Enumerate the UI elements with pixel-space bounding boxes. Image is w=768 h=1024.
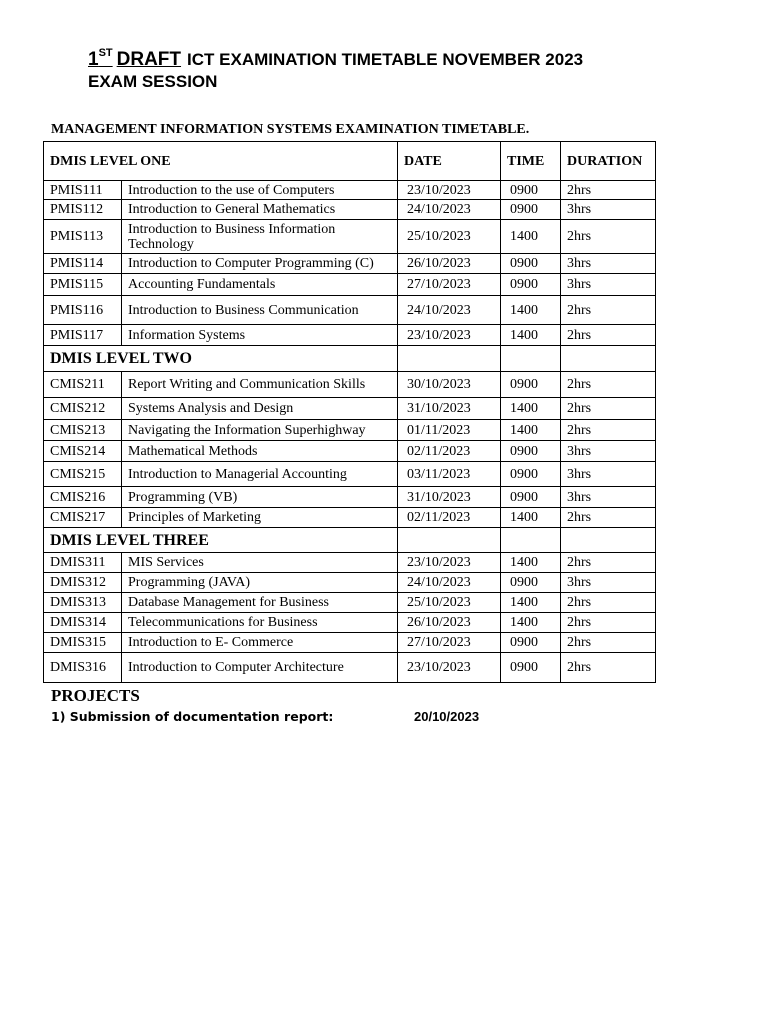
- exam-duration: 2hrs: [561, 398, 656, 420]
- exam-time: 0900: [501, 254, 561, 274]
- course-title: Telecommunications for Business: [122, 613, 398, 633]
- draft-number: 1: [88, 49, 99, 70]
- course-code: DMIS315: [44, 633, 122, 653]
- course-title: Programming (VB): [122, 487, 398, 508]
- header-level: DMIS LEVEL ONE: [44, 142, 398, 181]
- exam-time: 1400: [501, 593, 561, 613]
- exam-timetable: [43, 141, 656, 683]
- course-code: CMIS213: [44, 420, 122, 441]
- exam-time: 1400: [501, 508, 561, 528]
- table-row: [44, 325, 656, 346]
- exam-date: 03/11/2023: [398, 462, 501, 487]
- table-row: [44, 633, 656, 653]
- course-title: Introduction to Managerial Accounting: [122, 462, 398, 487]
- table-row: [44, 296, 656, 325]
- exam-duration: 2hrs: [561, 653, 656, 683]
- title-text: ICT EXAMINATION TIMETABLE NOVEMBER 2023: [187, 50, 584, 69]
- course-title: Introduction to Computer Architecture: [122, 653, 398, 683]
- course-code: PMIS116: [44, 296, 122, 325]
- exam-duration: 2hrs: [561, 613, 656, 633]
- exam-duration: 2hrs: [561, 553, 656, 573]
- empty-cell: [398, 528, 501, 553]
- exam-date: 25/10/2023: [398, 220, 501, 254]
- course-title: Systems Analysis and Design: [122, 398, 398, 420]
- exam-date: 25/10/2023: [398, 593, 501, 613]
- empty-cell: [501, 528, 561, 553]
- exam-duration: 3hrs: [561, 462, 656, 487]
- header-duration: DURATION: [561, 142, 656, 181]
- course-title: MIS Services: [122, 553, 398, 573]
- table-header-row: [44, 142, 656, 181]
- course-title: Introduction to General Mathematics: [122, 200, 398, 220]
- course-code: CMIS217: [44, 508, 122, 528]
- exam-date: 24/10/2023: [398, 573, 501, 593]
- exam-date: 27/10/2023: [398, 633, 501, 653]
- document-title: [88, 42, 583, 93]
- exam-time: 1400: [501, 553, 561, 573]
- course-code: PMIS114: [44, 254, 122, 274]
- exam-time: 1400: [501, 398, 561, 420]
- exam-date: 01/11/2023: [398, 420, 501, 441]
- table-row: [44, 220, 656, 254]
- table-row: [44, 573, 656, 593]
- exam-duration: 2hrs: [561, 593, 656, 613]
- table-row: [44, 553, 656, 573]
- exam-duration: 2hrs: [561, 372, 656, 398]
- table-subtitle: MANAGEMENT INFORMATION SYSTEMS EXAMINATION TIMETABLE.: [51, 122, 530, 137]
- table-row: [44, 653, 656, 683]
- exam-time: 1400: [501, 420, 561, 441]
- title-line-2: EXAM SESSION: [88, 72, 218, 91]
- exam-duration: 2hrs: [561, 508, 656, 528]
- table-row: [44, 254, 656, 274]
- course-title: Introduction to the use of Computers: [122, 181, 398, 200]
- course-code: DMIS316: [44, 653, 122, 683]
- table-row: [44, 487, 656, 508]
- course-title: Information Systems: [122, 325, 398, 346]
- table-row: [44, 200, 656, 220]
- table-row: [44, 613, 656, 633]
- table-row: [44, 181, 656, 200]
- course-title: Report Writing and Communication Skills: [122, 372, 398, 398]
- course-code: CMIS212: [44, 398, 122, 420]
- exam-time: 0900: [501, 487, 561, 508]
- table-row: [44, 441, 656, 462]
- exam-duration: 3hrs: [561, 487, 656, 508]
- course-title: Accounting Fundamentals: [122, 274, 398, 296]
- course-code: PMIS113: [44, 220, 122, 254]
- level-heading-row: [44, 528, 656, 553]
- table-row: [44, 372, 656, 398]
- table-row: [44, 274, 656, 296]
- course-title: Principles of Marketing: [122, 508, 398, 528]
- exam-duration: 2hrs: [561, 296, 656, 325]
- exam-duration: 3hrs: [561, 573, 656, 593]
- exam-duration: 3hrs: [561, 274, 656, 296]
- exam-time: 0900: [501, 274, 561, 296]
- exam-time: 0900: [501, 200, 561, 220]
- empty-cell: [501, 346, 561, 372]
- draft-word: DRAFT: [116, 49, 182, 70]
- course-title: Mathematical Methods: [122, 441, 398, 462]
- project-item-date: 20/10/2023: [414, 709, 480, 724]
- course-code: CMIS216: [44, 487, 122, 508]
- course-title: Introduction to Business Communication: [122, 296, 398, 325]
- exam-duration: 2hrs: [561, 325, 656, 346]
- course-title: Introduction to Computer Programming (C): [122, 254, 398, 274]
- exam-duration: 3hrs: [561, 441, 656, 462]
- exam-date: 23/10/2023: [398, 181, 501, 200]
- exam-date: 31/10/2023: [398, 487, 501, 508]
- exam-date: 02/11/2023: [398, 441, 501, 462]
- exam-duration: 2hrs: [561, 420, 656, 441]
- course-title: Introduction to E- Commerce: [122, 633, 398, 653]
- exam-time: 1400: [501, 613, 561, 633]
- course-title: Introduction to Business Information Technology: [122, 220, 398, 254]
- exam-time: 1400: [501, 220, 561, 254]
- table-row: [44, 593, 656, 613]
- exam-duration: 2hrs: [561, 181, 656, 200]
- exam-time: 0900: [501, 653, 561, 683]
- course-code: PMIS111: [44, 181, 122, 200]
- exam-duration: 3hrs: [561, 200, 656, 220]
- course-code: CMIS215: [44, 462, 122, 487]
- exam-time: 0900: [501, 462, 561, 487]
- exam-time: 0900: [501, 633, 561, 653]
- exam-time: 0900: [501, 441, 561, 462]
- exam-date: 23/10/2023: [398, 553, 501, 573]
- exam-time: 0900: [501, 573, 561, 593]
- table-row: [44, 462, 656, 487]
- header-date: DATE: [398, 142, 501, 181]
- exam-duration: 3hrs: [561, 254, 656, 274]
- table-row: [44, 508, 656, 528]
- projects-heading: PROJECTS: [51, 686, 140, 705]
- course-title: Programming (JAVA): [122, 573, 398, 593]
- empty-cell: [561, 528, 656, 553]
- level-heading-row: [44, 346, 656, 372]
- level-heading: DMIS LEVEL TWO: [44, 346, 398, 372]
- exam-duration: 2hrs: [561, 633, 656, 653]
- empty-cell: [398, 346, 501, 372]
- exam-date: 26/10/2023: [398, 254, 501, 274]
- course-code: DMIS312: [44, 573, 122, 593]
- exam-date: 23/10/2023: [398, 653, 501, 683]
- table-row: [44, 398, 656, 420]
- course-code: DMIS314: [44, 613, 122, 633]
- level-heading: DMIS LEVEL THREE: [44, 528, 398, 553]
- exam-duration: 2hrs: [561, 220, 656, 254]
- table-row: [44, 420, 656, 441]
- course-code: PMIS117: [44, 325, 122, 346]
- exam-time: 0900: [501, 372, 561, 398]
- exam-date: 27/10/2023: [398, 274, 501, 296]
- exam-time: 0900: [501, 181, 561, 200]
- course-title: Navigating the Information Superhighway: [122, 420, 398, 441]
- course-code: CMIS211: [44, 372, 122, 398]
- course-title: Database Management for Business: [122, 593, 398, 613]
- title-line-1: [88, 42, 583, 71]
- exam-time: 1400: [501, 296, 561, 325]
- course-code: DMIS311: [44, 553, 122, 573]
- exam-date: 30/10/2023: [398, 372, 501, 398]
- exam-time: 1400: [501, 325, 561, 346]
- project-item-label: 1) Submission of documentation report:: [51, 709, 334, 724]
- draft-label: [88, 47, 187, 70]
- header-time: TIME: [501, 142, 561, 181]
- exam-date: 02/11/2023: [398, 508, 501, 528]
- empty-cell: [561, 346, 656, 372]
- exam-date: 26/10/2023: [398, 613, 501, 633]
- course-code: PMIS115: [44, 274, 122, 296]
- draft-superscript: ST: [98, 47, 113, 59]
- exam-date: 24/10/2023: [398, 200, 501, 220]
- course-code: PMIS112: [44, 200, 122, 220]
- course-code: CMIS214: [44, 441, 122, 462]
- exam-date: 31/10/2023: [398, 398, 501, 420]
- course-code: DMIS313: [44, 593, 122, 613]
- exam-date: 23/10/2023: [398, 325, 501, 346]
- exam-date: 24/10/2023: [398, 296, 501, 325]
